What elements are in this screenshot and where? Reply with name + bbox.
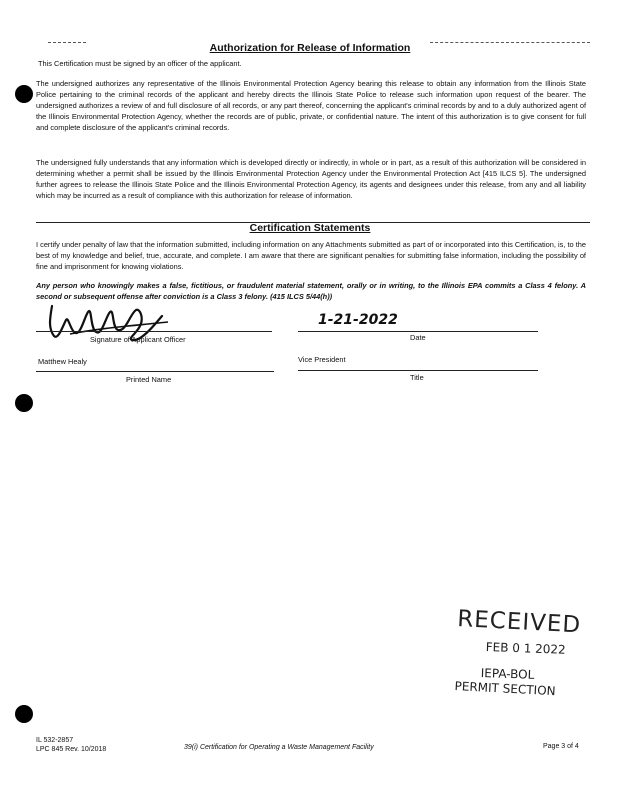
certification-warning: Any person who knowingly makes a false, fictitious, or fraudulent material statement, orally or in writing, to the Illinois EPA commits a Class 4 felony. A second or subsequent offense after conviction is a Class 3 felony. (415 ILCS 5/44(h)): [36, 281, 586, 301]
footer-revision: LPC 845 Rev. 10/2018: [36, 746, 107, 753]
received-stamp-date: FEB 0 1 2022: [485, 640, 566, 657]
signature-label: Signature of Applicant Officer: [90, 335, 186, 344]
title-value: Vice President: [298, 355, 346, 364]
authorization-heading: Authorization for Release of Information: [209, 42, 411, 54]
received-stamp: RECEIVED: [456, 606, 582, 639]
signature-line: [36, 331, 272, 332]
title-label: Title: [410, 373, 424, 382]
certification-heading: Certification Statements: [249, 222, 371, 234]
punch-hole-middle: [15, 394, 33, 412]
authorization-paragraph-1: The undersigned authorizes any representative of the Illinois Environmental Protection Agency bearing this release to obtain any information from the Illinois State Police pertaining to the criminal records of the applicant and hereby directs the Illinois State Police to release such information upon request of the bearer. The undersigned authorizes a review of and full disclosure of all records, or any part thereof, concerning the applicant's criminal records by and to a duly authorized agent of the Illinois Environmental Protection Agency, whether the records are of public, private, or confidential nature. The intent of this authorization is to give consent for full and complete disclosure of the applicant's criminal records.: [36, 79, 586, 132]
printed-name-label: Printed Name: [126, 375, 172, 384]
date-label: Date: [410, 333, 426, 342]
printed-name-line: [36, 371, 274, 372]
received-stamp-section: PERMIT SECTION: [454, 679, 556, 699]
authorization-note: This Certification must be signed by an officer of the applicant.: [38, 59, 242, 68]
footer-form-id: IL 532-2857: [36, 737, 74, 744]
date-value: 1-21-2022: [318, 312, 398, 328]
punch-hole-bottom: [15, 705, 33, 723]
date-line: [298, 331, 538, 332]
top-left-border: [48, 42, 86, 43]
received-stamp-agency: IEPA-BOL: [480, 666, 535, 682]
authorization-paragraph-2: The undersigned fully understands that any information which is developed directly or indirectly, in whole or in part, as a result of this authorization will be considered in determining whether a permit shall be issued by the Illinois Environmental Protection Agency under the Environmental Protection Act [415 ILCS 5]. The undersigned further agrees to release the Illinois State Police and the Illinois Environmental Protection Agency, its agents and designees under this release, from any and all liability which may be incurred as a result of compliance with this authorization for release of information.: [36, 158, 586, 200]
punch-hole-top: [15, 85, 33, 103]
footer-page-number: Page 3 of 4: [543, 743, 579, 750]
title-line: [298, 370, 538, 371]
footer-form-title: 39(i) Certification for Operating a Waste Management Facility: [184, 744, 374, 751]
printed-name-value: Matthew Healy: [38, 357, 87, 366]
certification-paragraph: I certify under penalty of law that the information submitted, including information on any Attachments submitted as part of or incorporated into this Certification, is, to the best of my knowledge and belief, true, accurate, and complete. I am aware that there are significant penalties for submitting false information, including the possibility of fine and imprisonment for knowing violations.: [36, 240, 586, 271]
